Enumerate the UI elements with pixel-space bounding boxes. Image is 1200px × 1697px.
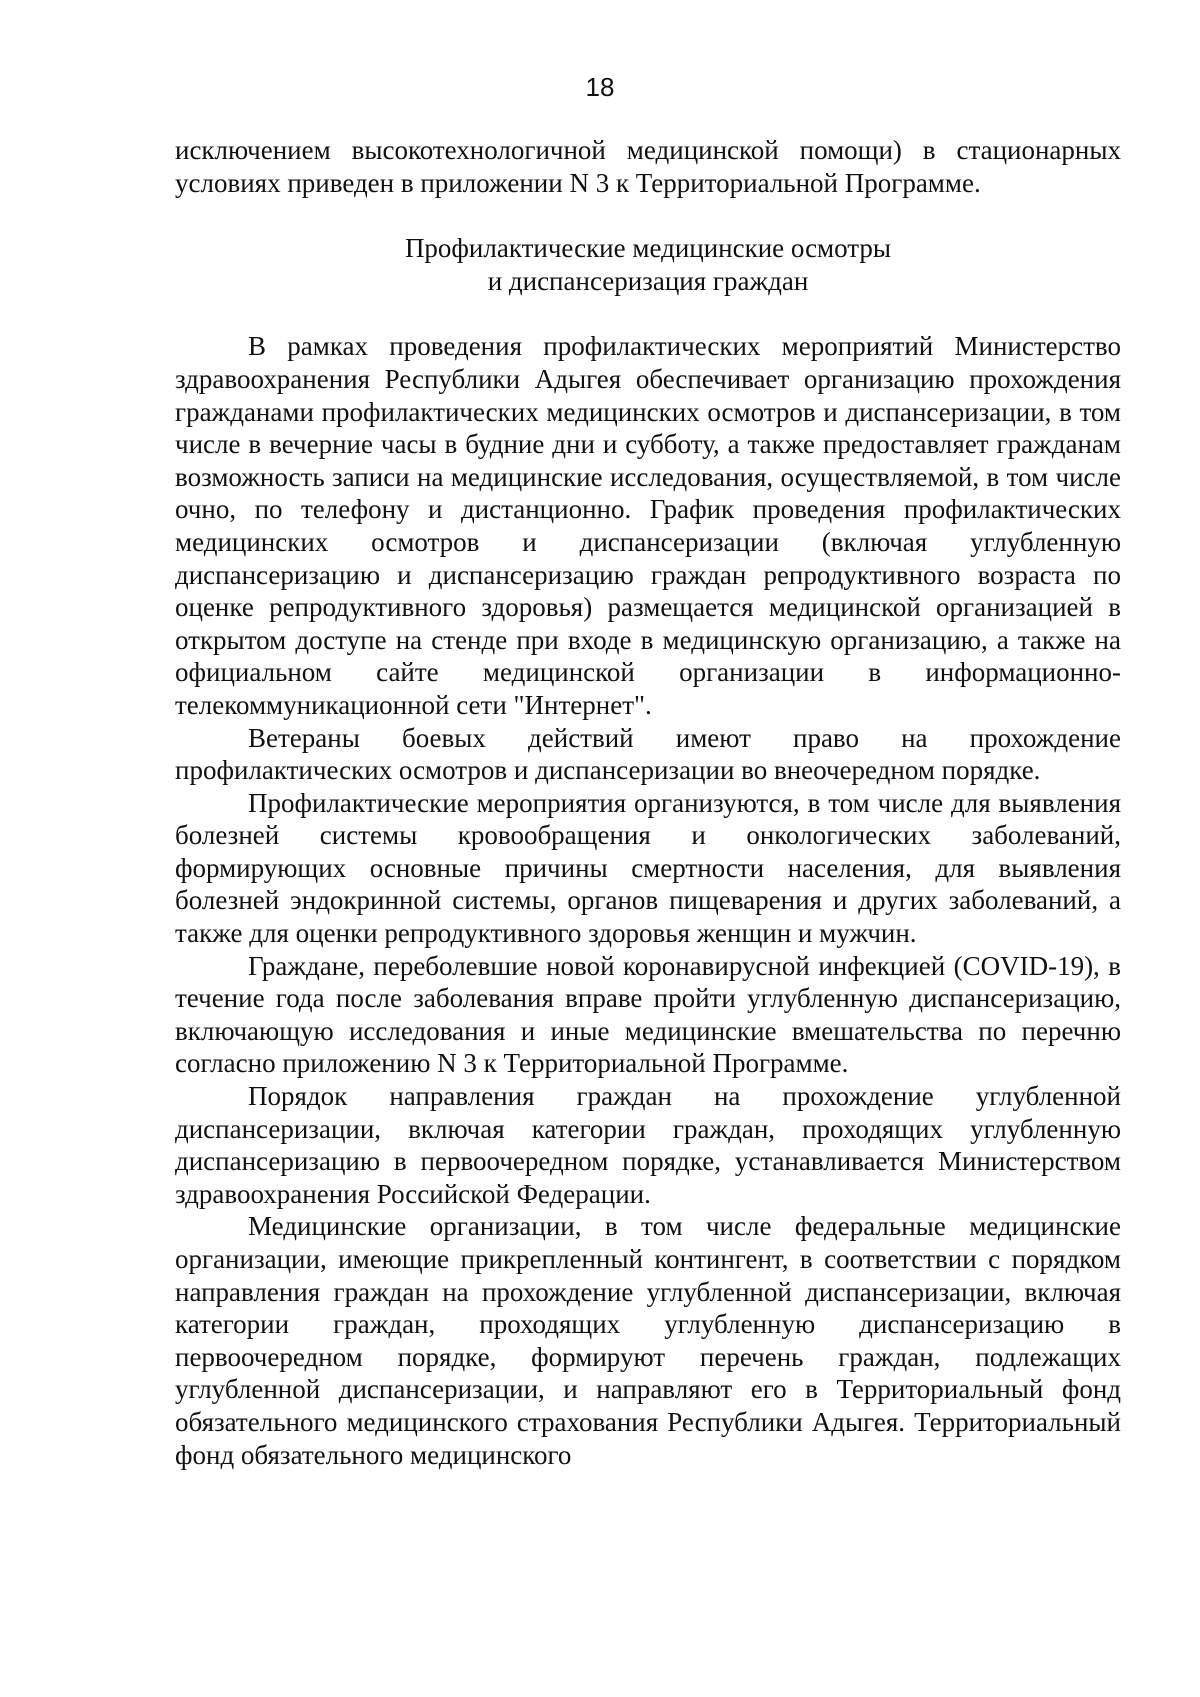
paragraph-covid: Граждане, переболевшие новой коронавирусной инфекцией (COVID-19), в течение года после заболевания вправе пройти углубленную диспансеризацию, включающую исследования и иные медицинские вмешательства по перечню согласно приложению N 3 к Территориальной Программе. <box>175 950 1121 1079</box>
paragraph-organization: В рамках проведения профилактических мероприятий Министерство здравоохранения Республики Адыгея обеспечивает организацию прохождения гражданами профилактических медицинских осмотров и диспансеризации, в том числе в вечерние часы в будние дни и субботу, а также предоставляет гражданам возможность записи на медицинские исследования, осуществляемой, в том числе очно, по телефону и дистанционно. График проведения профилактических медицинских осмотров и диспансеризации (включая углубленную диспансеризацию и диспансеризацию граждан репродуктивного возраста по оценке репродуктивного здоровья) размещается медицинской организацией в открытом доступе на стенде при входе в медицинскую организацию, а также на официальном сайте медицинской организации в информационно-телекоммуникационной сети "Интернет". <box>175 331 1121 720</box>
paragraph-referral-procedure: Порядок направления граждан на прохождение углубленной диспансеризации, включая категории граждан, проходящих углубленную диспансеризацию в первоочередном порядке, устанавливается Министерством здравоохранения Российской Федерации. <box>175 1081 1121 1209</box>
paragraph-medical-organizations: Медицинские организации, в том числе федеральные медицинские организации, имеющие прикрепленный контингент, в соответствии с порядком направления граждан на прохождение углубленной диспансеризации, включая категории граждан, проходящих углубленную диспансеризацию в первоочередном порядке, формируют перечень граждан, подлежащих углубленной диспансеризации, и направляют его в Территориальный фонд обязательного медицинского страхования Республики Адыгея. Территориальный фонд обязательного медицинского <box>175 1211 1121 1470</box>
paragraph-continuation: исключением высокотехнологичной медицинской помощи) в стационарных условиях приведен в приложении N 3 к Территориальной Программе. <box>175 135 1121 198</box>
paragraph-veterans: Ветераны боевых действий имеют право на прохождение профилактических осмотров и диспансеризации во внеочередном порядке. <box>175 722 1121 786</box>
document-body <box>175 134 1121 1471</box>
page-number: 18 <box>585 72 615 102</box>
section-heading-line-2: и диспансеризация граждан <box>487 265 809 296</box>
section-heading <box>175 232 1121 297</box>
section-heading-line-1: Профилактические медицинские осмотры <box>404 233 892 264</box>
paragraph-preventive-measures: Профилактические мероприятия организуются, в том числе для выявления болезней системы кровообращения и онкологических заболеваний, формирующих основные причины смертности населения, для выявления болезней эндокринной системы, органов пищеварения и других заболеваний, а также для оценки репродуктивного здоровья женщин и мужчин. <box>175 787 1121 949</box>
